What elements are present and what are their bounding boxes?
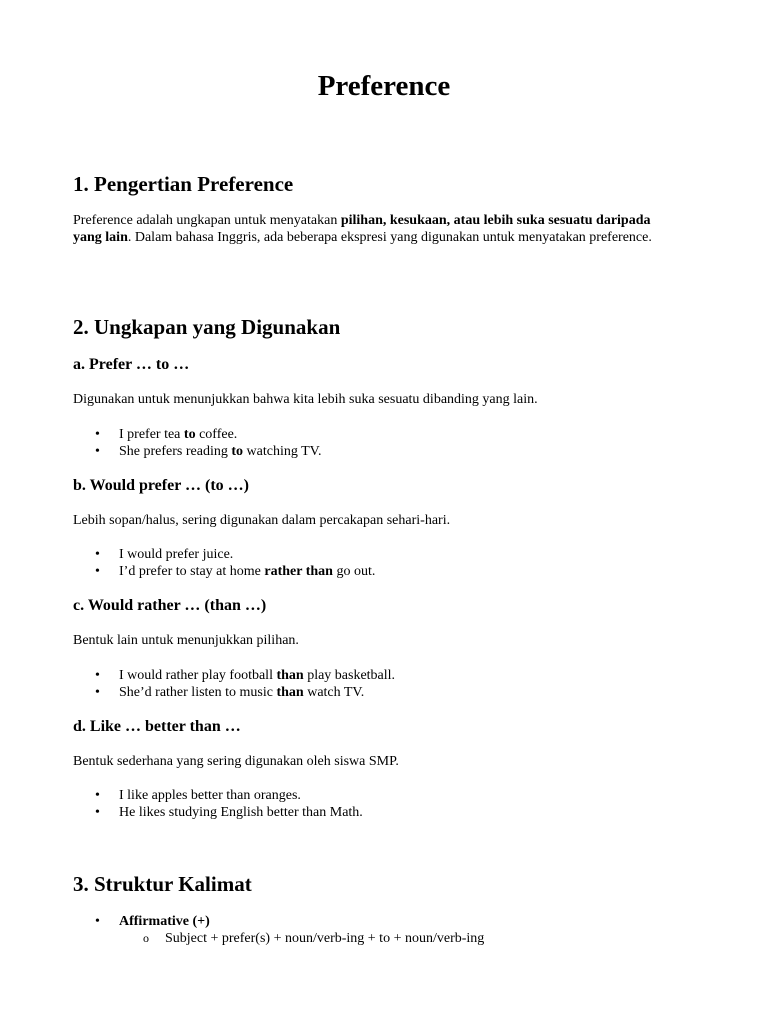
example-text: She prefers reading — [119, 444, 232, 459]
bullet-icon: • — [95, 444, 100, 459]
list-item — [73, 913, 484, 947]
subsection-a-examples — [73, 426, 321, 460]
subsection-b-description: Lebih sopan/halus, sering digunakan dalam percakapan sehari-hari. — [73, 513, 451, 528]
structure-list — [73, 913, 484, 947]
bullet-icon: • — [95, 427, 100, 442]
bullet-icon: • — [95, 685, 100, 700]
section-1-text-before: Preference adalah ungkapan untuk menyatakan — [73, 213, 341, 228]
bullet-icon: • — [95, 547, 100, 562]
example-keyword: to — [183, 427, 196, 442]
example-text: watch TV. — [303, 685, 365, 700]
list-item — [119, 930, 484, 947]
section-2-heading: 2. Ungkapan yang Digunakan — [73, 315, 341, 339]
subsection-a-description: Digunakan untuk menunjukkan bahwa kita lebih suka sesuatu dibanding yang lain. — [73, 392, 538, 407]
list-item — [73, 804, 363, 821]
subsection-c-description: Bentuk lain untuk menunjukkan pilihan. — [73, 633, 299, 648]
example-text: I would prefer juice. — [119, 547, 234, 562]
subsection-b-heading: b. Would prefer … (to …) — [73, 477, 250, 494]
example-text: I prefer tea — [119, 427, 184, 442]
example-keyword: than — [276, 685, 304, 700]
example-text: I would rather play football — [119, 668, 277, 683]
structure-sublist — [119, 930, 484, 947]
bullet-icon: • — [95, 805, 100, 820]
section-1-heading: 1. Pengertian Preference — [73, 172, 294, 196]
section-1-text-after: . Dalam bahasa Inggris, ada beberapa ekspresi yang digunakan untuk menyatakan preference. — [127, 230, 652, 245]
section-3-heading: 3. Struktur Kalimat — [73, 872, 252, 896]
example-text: watching TV. — [243, 444, 322, 459]
list-item — [73, 667, 395, 684]
example-keyword: to — [231, 444, 244, 459]
list-item — [73, 443, 321, 460]
subsection-c-examples — [73, 667, 395, 701]
example-text: She’d rather listen to music — [119, 685, 277, 700]
list-item — [73, 426, 321, 443]
subsection-d-description: Bentuk sederhana yang sering digunakan oleh siswa SMP. — [73, 754, 399, 769]
circle-bullet-icon: o — [143, 931, 149, 945]
section-1-paragraph — [73, 212, 673, 246]
list-item — [73, 563, 375, 580]
subsection-d-examples — [73, 787, 363, 821]
bullet-icon: • — [95, 564, 100, 579]
example-text: play basketball. — [303, 668, 396, 683]
bullet-icon: • — [95, 668, 100, 683]
subsection-c-heading: c. Would rather … (than …) — [73, 597, 267, 614]
list-item — [73, 684, 395, 701]
page-title: Preference — [317, 70, 451, 102]
example-text: I like apples better than oranges. — [119, 788, 301, 803]
structure-label: Affirmative (+) — [119, 914, 210, 929]
structure-formula: Subject + prefer(s) + noun/verb-ing + to + noun/verb-ing — [165, 931, 485, 946]
example-text: I’d prefer to stay at home — [119, 564, 265, 579]
bullet-icon: • — [95, 914, 100, 929]
subsection-d-heading: d. Like … better than … — [73, 718, 241, 735]
subsection-b-examples — [73, 546, 375, 580]
example-keyword: than — [276, 668, 304, 683]
list-item — [73, 787, 363, 804]
example-text: coffee. — [195, 427, 238, 442]
bullet-icon: • — [95, 788, 100, 803]
section-1-text-bold: pilihan, kesukaan, atau lebih suka sesuatu daripada yang lain — [73, 213, 651, 245]
example-text: He likes studying English better than Math. — [119, 805, 363, 820]
subsection-a-heading: a. Prefer … to … — [73, 356, 190, 373]
example-keyword: rather than — [264, 564, 333, 579]
example-text: go out. — [332, 564, 376, 579]
list-item — [73, 546, 375, 563]
